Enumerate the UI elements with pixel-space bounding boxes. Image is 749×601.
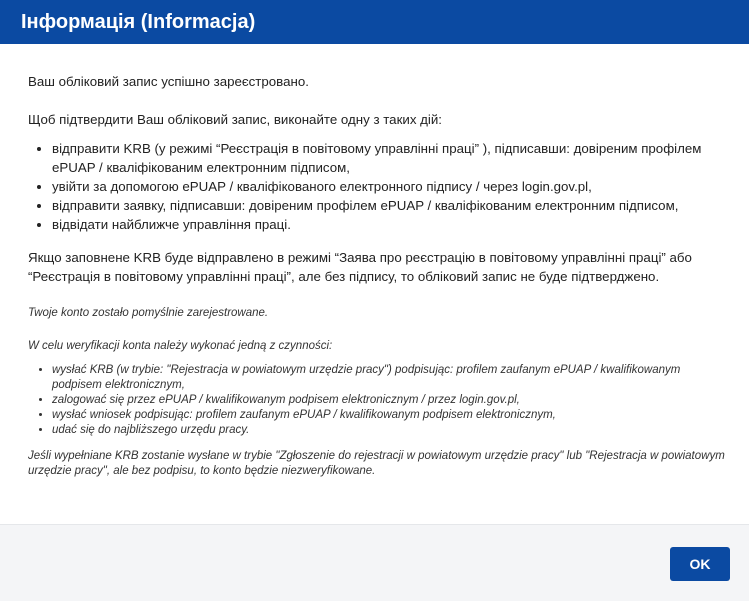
ua-success-message: Ваш обліковий запис успішно зареєстровано.: [28, 74, 309, 89]
dialog-footer: [0, 524, 749, 601]
pl-success-message: Twoje konto zostało pomyślnie zarejestrowane.: [28, 307, 269, 319]
dialog-header: [0, 0, 749, 44]
list-item: • wysłać KRB (w trybie: "Rejestracja w powiatowym urzędzie pracy") podpisując: profilem zaufanym ePUAP / kwalifikowanym podpisem elektronicznym,: [52, 363, 728, 393]
pl-instructions: W celu weryfikacji konta należy wykonać jedną z czynności:: [28, 340, 333, 352]
ua-actions-list: [28, 139, 728, 234]
ua-warning: Якщо заповнене KRB буде відправлено в режимі “Заява про реєстрацію в повітовому управлінні праці” або “Реєстрація в повітовому управлінні праці”, але без підпису, то обліковий запис не буде підтверджено.: [28, 250, 692, 284]
list-item: • udać się do najbliższego urzędu pracy.: [52, 423, 728, 438]
ua-instructions: Щоб підтвердити Ваш обліковий запис, виконайте одну з таких дій:: [28, 112, 443, 127]
list-item: • відправити заявку, підписавши: довіреним профілем ePUAP / кваліфікованим електронним підписом,: [52, 196, 728, 215]
dialog-title: Інформація (Informacja): [21, 10, 256, 33]
pl-warning: Jeśli wypełniane KRB zostanie wysłane w trybie "Zgłoszenie do rejestracji w powiatowym urzędzie pracy" lub "Rejestracja w powiatowym urzędzie pracy", ale bez podpisu, to konto będzie niezweryfikowane.: [28, 450, 725, 477]
list-item: • wysłać wniosek podpisując: profilem zaufanym ePUAP / kwalifikowanym podpisem elektronicznym,: [52, 408, 728, 423]
pl-actions-list: [28, 363, 728, 438]
dialog-content: [28, 72, 728, 479]
list-item: • zalogować się przez ePUAP / kwalifikowanym podpisem elektronicznym / przez login.gov.pl,: [52, 393, 728, 408]
ok-button[interactable]: OK: [670, 547, 730, 581]
list-item: • відвідати найближче управління праці.: [52, 215, 728, 234]
list-item: • увійти за допомогою ePUAP / кваліфікованого електронного підпису / через login.gov.pl,: [52, 177, 728, 196]
list-item: • відправити KRB (у режимі “Реєстрація в повітовому управлінні праці” ), підписавши: довіреним профілем ePUAP / кваліфікованим електронним підписом,: [52, 139, 728, 177]
